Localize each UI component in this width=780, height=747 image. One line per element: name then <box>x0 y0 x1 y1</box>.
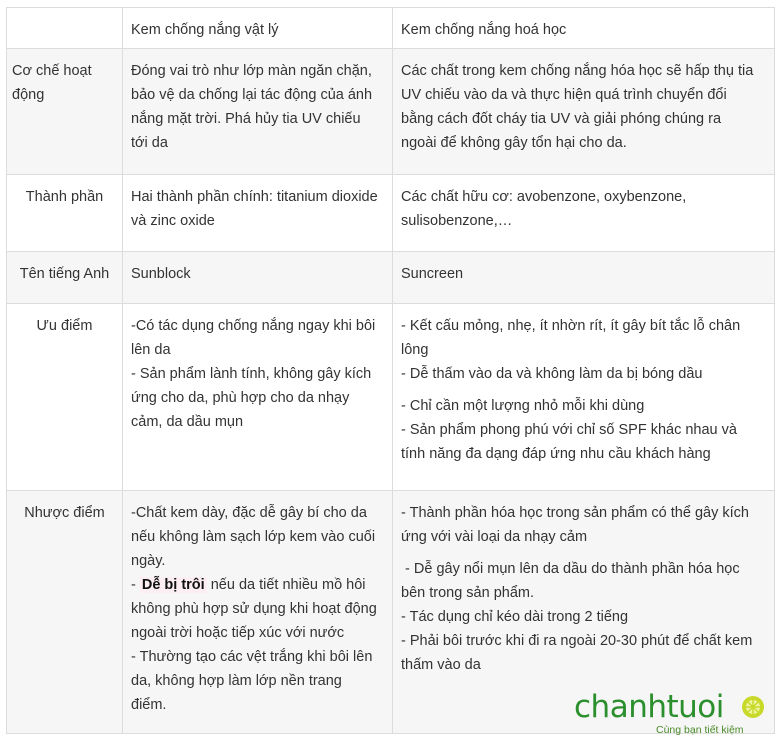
table-header-row <box>7 8 775 49</box>
cell-text-line: - Sản phẩm phong phú với chỉ số SPF khác nhau và <box>401 422 737 438</box>
cell-text-line: Các chất hữu cơ: avobenzone, oxybenzone, <box>401 189 687 205</box>
table-row-ingredients <box>7 175 775 252</box>
cell-chemical <box>393 49 775 175</box>
row-label-line: Tên tiếng Anh <box>19 266 110 282</box>
cell-text-line: lông <box>401 342 429 358</box>
cell-text-line: ngoài để không gây tổn hại cho da. <box>401 135 627 151</box>
cell-text-line: sulisobenzone,… <box>401 213 513 229</box>
cell-text-line: nắng mặt trời. Phá hủy tia UV chiếu <box>131 111 361 127</box>
cell-text-line: cảm, da dầu mụn <box>131 414 244 430</box>
row-label-line: Ưu điểm <box>36 318 93 334</box>
cell-text-line: bên trong sản phẩm. <box>401 585 535 601</box>
cell-text-line: -Chất kem dày, đặc dễ gây bí cho da <box>131 505 367 521</box>
cell-text-line: Suncreen <box>401 266 464 282</box>
row-label-line: Thành phần <box>25 189 104 205</box>
highlighted-phrase: Dễ bị trôi <box>141 577 205 593</box>
cell-text-line: ngày. <box>131 553 166 569</box>
cell-text-line: tới da <box>131 135 168 151</box>
cell-text-line: thấm vào da <box>401 657 481 673</box>
cell-text-fragment: - <box>131 577 140 593</box>
cell-physical <box>123 175 393 252</box>
cell-text-line: Sunblock <box>131 266 191 282</box>
cell-text-line: - Phải bôi trước khi đi ra ngoài 20-30 phút để chất kem <box>401 633 753 649</box>
cell-text-fragment: nếu da tiết nhiều mồ hôi <box>206 577 366 593</box>
row-label <box>7 304 123 491</box>
cell-text-line: - Dễ thấm vào da và không làm da bị bóng dầu <box>401 366 703 382</box>
cell-text-line <box>131 573 384 597</box>
logo-tagline: Cùng bạn tiết kiệm <box>656 724 744 736</box>
cell-text-line: nếu không làm sạch lớp kem vào cuối <box>131 529 376 545</box>
cell-text-line: - Thường tạo các vệt trắng khi bôi lên <box>131 649 373 665</box>
cell-physical <box>123 252 393 304</box>
header-chemical: Kem chống nắng hoá học <box>393 8 775 49</box>
cell-text-line: - Tác dụng chỉ kéo dài trong 2 tiếng <box>401 609 629 625</box>
comparison-table <box>6 7 775 734</box>
row-label <box>7 175 123 252</box>
cell-chemical <box>393 175 775 252</box>
cell-text-line: điểm. <box>131 697 167 713</box>
cell-chemical <box>393 252 775 304</box>
cell-text-line: Đóng vai trò như lớp màn ngăn chặn, <box>131 63 372 79</box>
row-label <box>7 49 123 175</box>
table-row-english-name <box>7 252 775 304</box>
cell-text-line: Hai thành phần chính: titanium dioxide <box>131 189 378 205</box>
cell-text-line: - Dễ gây nổi mụn lên da dầu do thành phần hóa học <box>401 561 740 577</box>
cell-text-line: tính năng đa dạng đáp ứng nhu cầu khách hàng <box>401 446 711 462</box>
cell-physical <box>123 491 393 734</box>
table-row-mechanism <box>7 49 775 175</box>
cell-text-line: - Kết cấu mỏng, nhẹ, ít nhờn rít, ít gây bít tắc lỗ chân <box>401 318 741 334</box>
row-label-line: động <box>12 87 45 103</box>
cell-text-line: ứng với vài loại da nhạy cảm <box>401 529 588 545</box>
row-label <box>7 252 123 304</box>
cell-text-line: - Chỉ cần một lượng nhỏ mỗi khi dùng <box>401 398 645 414</box>
cell-text-line: và zinc oxide <box>131 213 215 229</box>
row-label <box>7 491 123 734</box>
cell-text-line: bảo vệ da chống lại tác động của ánh <box>131 87 373 103</box>
cell-text-line: lên da <box>131 342 171 358</box>
chanhtuoi-logo <box>574 690 774 740</box>
cell-text-line: ngoài trời hoặc tiếp xúc với nước <box>131 625 345 641</box>
logo-wordmark: chanhtuoi <box>574 689 724 725</box>
cell-text-line: không phù hợp sử dụng khi hoạt động <box>131 601 377 617</box>
cell-physical <box>123 49 393 175</box>
cell-physical <box>123 304 393 491</box>
row-label-line: Cơ chế hoạt <box>12 63 92 79</box>
row-label-line: Nhược điểm <box>24 505 105 521</box>
cell-text-line: UV chiếu vào da và thực hiện quá trình chuyển đổi <box>401 87 727 103</box>
cell-text-line: Các chất trong kem chống nắng hóa học sẽ hấp thụ tia <box>401 63 754 79</box>
table-row-advantages <box>7 304 775 491</box>
header-physical: Kem chống nắng vật lý <box>123 8 393 49</box>
cell-text-line: - Thành phần hóa học trong sản phẩm có thể gây kích <box>401 505 749 521</box>
cell-text-line: - Sản phẩm lành tính, không gây kích <box>131 366 372 382</box>
cell-chemical <box>393 304 775 491</box>
cell-text-line: da, không hợp làm lớp nền trang <box>131 673 342 689</box>
cell-text-line: bằng cách đốt cháy tia UV và giải phóng chúng ra <box>401 111 722 127</box>
lime-leaf-icon <box>740 694 766 720</box>
header-cell-empty <box>7 8 123 49</box>
cell-text-line: ứng cho da, phù hợp cho da nhạy <box>131 390 350 406</box>
cell-text-line: -Có tác dụng chống nắng ngay khi bôi <box>131 318 376 334</box>
